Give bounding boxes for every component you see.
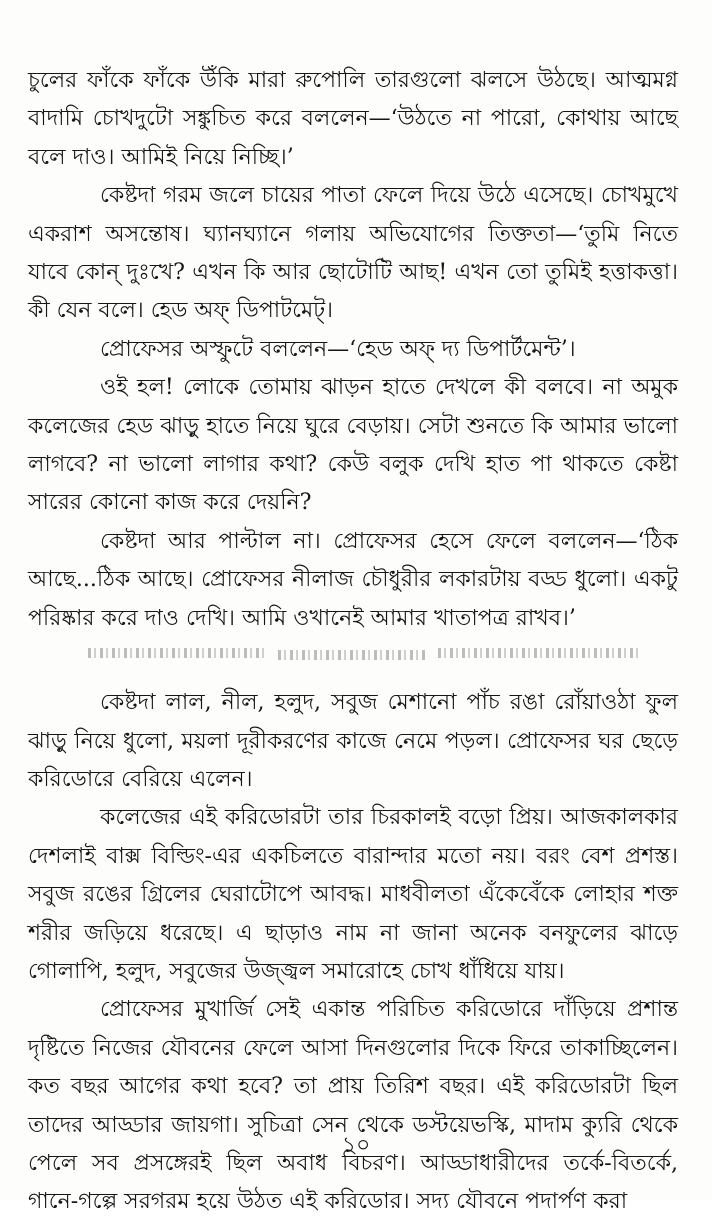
paragraph-3: প্রোফেসর অস্ফুটে বললেন—‘হেড অফ্ দ্য ডিপার্টমেন্ট’।: [100, 336, 576, 362]
paragraph-4: ওই হল! লোকে তোমায় ঝাড়ন হাতে দেখলে কী বলবে। না অমুক কলেজের হেড ঝাড়ু হাতে নিয়ে ঘুরে বেড়ায়। সেটা শুনতে কি আমার ভালো লাগবে? না ভালো লাগার কথা? কেউ বলুক দেখি হাত পা থাকতে কেষ্টা সারের কোনো কাজ করে দেয়নি?: [28, 375, 678, 516]
paragraph-6: কেষ্টদা লাল, নীল, হলুদ, সবুজ মেশানো পাঁচ রঙা রোঁয়াওঠা ফুল ঝাড়ু নিয়ে ধুলো, ময়লা দূরীকরণের কাজে নেমে পড়ল। প্রোফেসর ঘর ছেড়ে করিডোরে বেরিয়ে এলেন।: [28, 690, 678, 792]
paragraph-2: কেষ্টদা গরম জলে চায়ের পাতা ফেলে দিয়ে উঠে এসেছে। চোখমুখে একরাশ অসন্তোষ। ঘ্যানঘ্যানে গলায় অভিযোগের তিক্ততা—‘তুমি নিতে যাবে কোন্ দুঃখে? এখন কি আর ছোটোটি আছ! এখন তো তুমিই হত্তাকত্তা। কী যেন বলে। হেড অফ্ ডিপাটমেট্।: [28, 183, 678, 324]
print-bleed-smudge: [88, 648, 648, 670]
body-text: [28, 62, 678, 1222]
paragraph-1: চুলের ফাঁকে ফাঁকে উঁকি মারা রুপোলি তারগুলো ঝলসে উঠছে। আত্মমগ্ন বাদামি চোখদুটো সঙ্কুচিত করে বললেন—‘উঠতে না পারো, কোথায় আছে বলে দাও। আমিই নিয়ে নিচ্ছি।’: [28, 68, 678, 170]
paragraph-5: কেষ্টদা আর পাল্টাল না। প্রোফেসর হেসে ফেলে বললেন—‘ঠিক আছে...ঠিক আছে। প্রোফেসর নীলাজ চৌধুরীর লকারটায় বড্ড ধুলো। একটু পরিষ্কার করে দাও দেখি। আমি ওখানেই আমার খাতাপত্র রাখব।’: [28, 528, 678, 631]
paragraph-7: কলেজের এই করিডোরটা তার চিরকালই বড়ো প্রিয়। আজকালকার দেশলাই বাক্স বিল্ডিং-এর একচিলতে বারান্দার মতো নয়। বরং বেশ প্রশস্ত। সবুজ রঙের গ্রিলের ঘেরাটোপে আবদ্ধ। মাধবীলতা এঁকেবেঁকে লোহার শক্ত শরীর জড়িয়ে ধরেছে। এ ছাড়াও নাম না জানা অনেক বনফুলের ঝাড়ে গোলাপি, হলুদ, সবুজের উজ্জ্বল সমারোহে চোখ ধাঁধিয়ে যায়।: [28, 805, 678, 984]
page-number: ১০: [341, 1133, 371, 1158]
paragraph-8: প্রোফেসর মুখার্জি সেই একান্ত পরিচিত করিডোরে দাঁড়িয়ে প্রশান্ত দৃষ্টিতে নিজের যৌবনের ফেলে আসা দিনগুলোর দিকে ফিরে তাকাচ্ছিলেন। কত বছর আগের কথা হবে? তা প্রায় তিরিশ বছর। এই করিডোরটা ছিল তাদের আড্ডার জায়গা। সুচিত্রা সেন থেকে ডস্টয়েভস্কি, মাদাম ক্যুরি থেকে পেলে সব প্রসঙ্গেরই ছিল অবাধ বিচরণ। আড্ডাধারীদের তর্কে-বিতর্কে, গানে-গল্পে সরগরম হয়ে উঠত এই করিডোর। সদ্য যৌবনে পদার্পণ করা: [28, 997, 678, 1215]
